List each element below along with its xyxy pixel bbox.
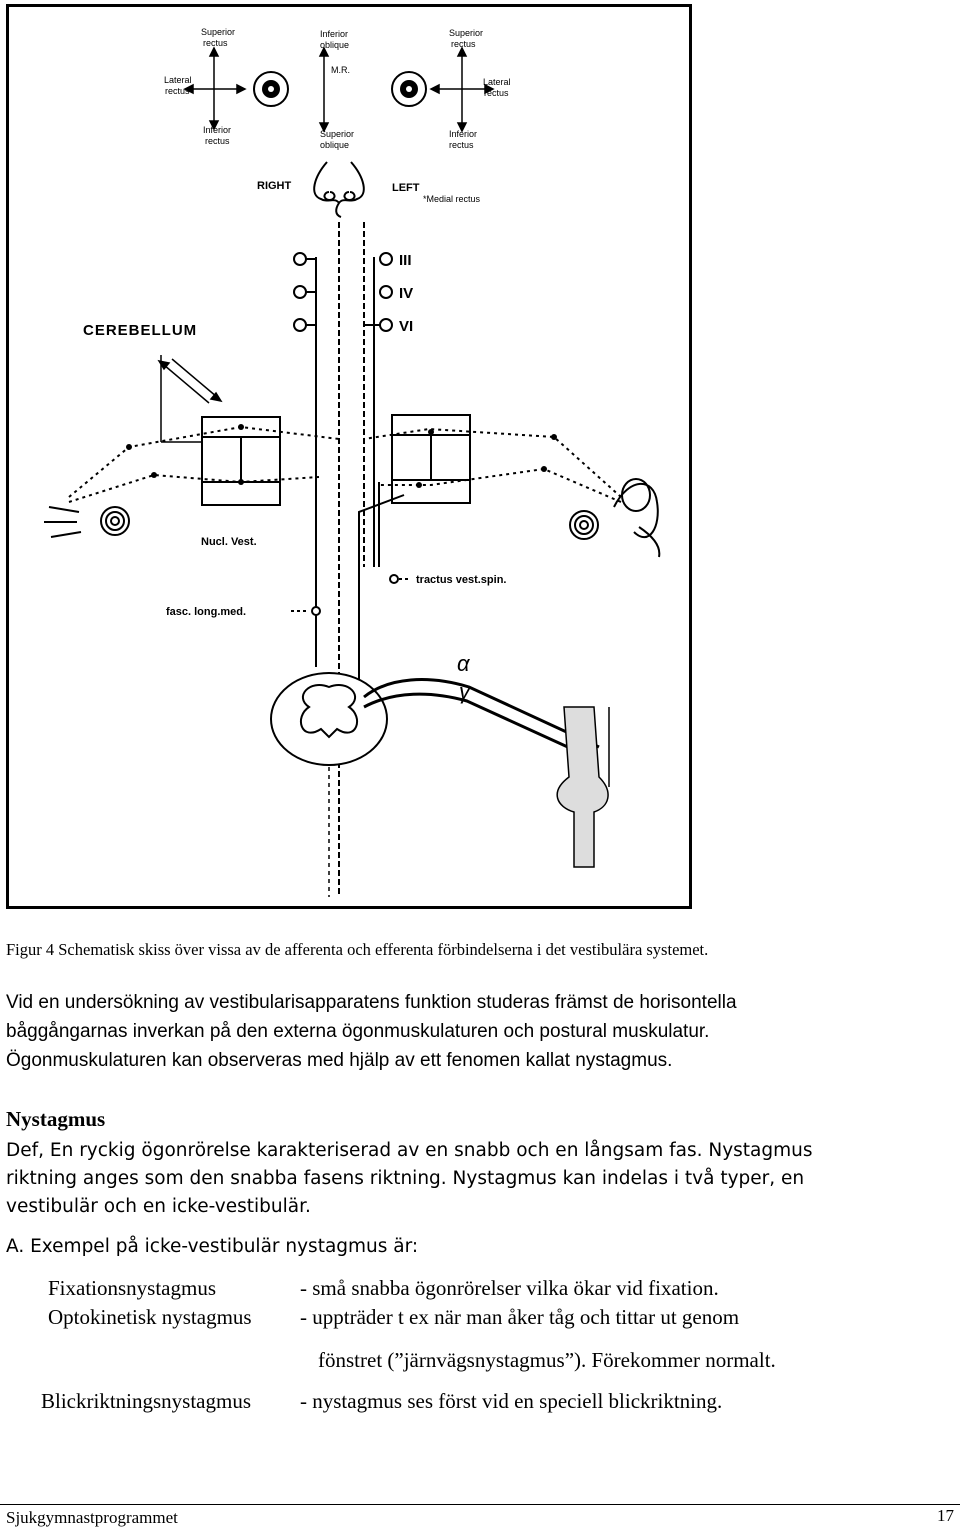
footer-divider (0, 1504, 960, 1505)
lateral-rectus-left-label-2: rectus (484, 88, 509, 98)
section-heading: Nystagmus (6, 1107, 106, 1131)
inferior-oblique-label-1: Inferior (320, 29, 349, 39)
vestibular-diagram (9, 7, 689, 906)
footer-program: Sjukgymnastprogrammet (6, 1508, 178, 1527)
definition-line: vestibulär och en icke-vestibulär. (6, 1196, 311, 1217)
item-desc: - uppträder t ex när man åker tåg och tittar ut genom (300, 1305, 740, 1329)
nucleus-iii-label: III (399, 252, 412, 269)
tract-node (390, 575, 398, 583)
item-term: Optokinetisk nystagmus (48, 1305, 252, 1329)
tractus-label: tractus vest.spin. (416, 574, 507, 586)
item-desc: - nystagmus ses först vid en speciell blickriktning. (300, 1389, 723, 1413)
eye-muscle-arrows (185, 48, 493, 131)
left-eye-icon (392, 72, 426, 106)
definition-line: Def, En ryckig ögonrörelse karakteriserad av en snabb och en långsam fas. Nystagmus (6, 1140, 813, 1161)
intro-line: Ögonmuskulaturen kan observeras med hjälp av ett fenomen kallat nystagmus. (6, 1050, 673, 1071)
afferent-pathways (69, 427, 621, 502)
right-eye-icon (254, 72, 288, 106)
medial-rectus-note: *Medial rectus (423, 194, 481, 204)
cranial-nuclei (294, 253, 392, 331)
pathway-nodes (126, 424, 557, 488)
superior-rectus-left-label-1: Superior (449, 28, 484, 38)
item-desc: - små snabba ögonrörelser vilka ökar vid fixation. (300, 1276, 719, 1300)
fasc-label: fasc. long.med. (166, 606, 247, 618)
superior-oblique-label-1: Superior (320, 129, 355, 139)
figure-caption: Figur 4 Schematisk skiss över vissa av de afferenta och efferenta förbindelserna i det vestibulära systemet. (6, 940, 709, 959)
alpha-gamma-fibres (364, 680, 599, 759)
lateral-rectus-left-label-1: Lateral (483, 77, 511, 87)
gamma-label: γ (459, 679, 470, 704)
definition-line: riktning anges som den snabba fasens riktning. Nystagmus kan indelas i två typer, en (6, 1168, 805, 1189)
item-desc-continued: fönstret (”järnvägsnystagmus”). Förekommer normalt. (318, 1348, 776, 1372)
nucleus-vi-label: VI (399, 318, 414, 335)
superior-rectus-left-label-2: rectus (451, 39, 476, 49)
lateral-rectus-right-label-1: Lateral (164, 75, 192, 85)
superior-rectus-right-label-2: rectus (203, 38, 228, 48)
nose-icon (314, 162, 364, 217)
fasc-node (312, 607, 320, 615)
item-term: Blickriktningsnystagmus (41, 1389, 251, 1413)
inferior-rectus-right-label-2: rectus (205, 136, 230, 146)
medial-rectus-mr-label: M.R. (331, 65, 350, 75)
intro-line: båggångarnas inverkan på den externa ögonmuskulaturen och postural muskulatur. (6, 1021, 710, 1042)
nucleus-iv-label: IV (399, 285, 414, 302)
right-side-label: RIGHT (257, 180, 292, 192)
vestibular-system-figure (6, 4, 692, 909)
inferior-rectus-right-label-1: Inferior (203, 125, 232, 135)
inferior-rectus-left-label-2: rectus (449, 140, 474, 150)
intro-line: Vid en undersökning av vestibularisapparatens funktion studeras främst de horisontella (6, 992, 737, 1013)
vestibulospinal-tract (291, 495, 411, 697)
intro-paragraph (6, 988, 946, 1075)
list-intro: A. Exempel på icke-vestibulär nystagmus är: (6, 1236, 419, 1257)
definition-paragraph (6, 1137, 946, 1221)
vertical-tracts (316, 222, 379, 897)
knee-joint-icon (557, 707, 609, 867)
lateral-rectus-right-label-2: rectus (165, 86, 190, 96)
right-inner-ear-icon (44, 507, 129, 537)
inferior-rectus-left-label-1: Inferior (449, 129, 478, 139)
cerebellum-label: CEREBELLUM (83, 322, 198, 339)
alpha-label: α (457, 651, 470, 676)
page-number: 17 (937, 1506, 954, 1525)
spinal-cord-icon (271, 673, 387, 765)
superior-rectus-right-label-1: Superior (201, 27, 236, 37)
superior-oblique-label-2: oblique (320, 140, 350, 150)
inferior-oblique-label-2: oblique (320, 40, 350, 50)
left-side-label: LEFT (392, 182, 420, 194)
item-term: Fixationsnystagmus (48, 1276, 217, 1300)
nucl-vest-label: Nucl. Vest. (201, 536, 257, 548)
